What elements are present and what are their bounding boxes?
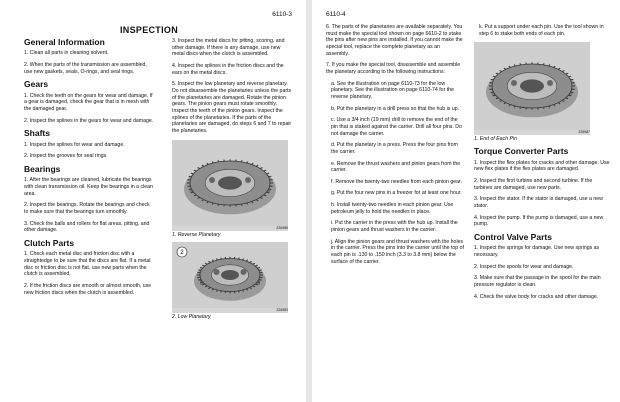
section-heading: General Information xyxy=(24,37,105,47)
figure-code: 226983 xyxy=(276,307,288,312)
step-substep: c. Use a 3/4 inch (19 mm) drill to remove the end of the pin that is staked against the carrier. Drill all four pins. Do not damage the carrier. xyxy=(331,117,462,137)
step-paragraph: 4. Inspect the splines in the friction discs and the ears on the metal discs. xyxy=(172,62,284,76)
section-heading: Gears xyxy=(24,79,49,90)
step-paragraph: 3. Check the balls and rollers for flat areas, pitting, and other damage. xyxy=(24,220,150,234)
step-paragraph: 1. Check the teeth on the gears for wear and damage. If a gear is damaged, check the gear that is in mesh with the damaged gear. xyxy=(24,92,153,112)
step-paragraph: 2. Inspect the splines in the gears for wear and damage. xyxy=(24,117,154,124)
planetary-gear-illustration xyxy=(172,140,288,226)
step-paragraph: 1. Clean all parts in cleaning solvent. xyxy=(24,50,109,57)
step-substep: i. Put the carrier in the press with the hub up. Install the pinion gears and thrust washers in the carrier. xyxy=(331,220,458,234)
left-page xyxy=(0,0,306,402)
figure xyxy=(474,42,590,142)
figure-caption: 1. Reverse Planetary xyxy=(172,231,221,238)
step-paragraph: 6. The parts of the planetaries are available separately. You must make the special tool shown on page 6610-2 to stake the pins after new pins are installed. If you cannot make the special tool, replace the complete planetary as an assembly. xyxy=(326,24,463,57)
figure-photo xyxy=(172,140,288,231)
figure-code: 226985 xyxy=(276,225,288,230)
step-substep: k. Put a support under each pin. Use the tool shown in step 6 to stake both ends of each pin. xyxy=(479,24,604,37)
right-column-2 xyxy=(474,24,610,305)
step-paragraph: 3. Make sure that the passage in the spool for the main pressure regulator is clean. xyxy=(474,275,601,288)
step-paragraph: 2. Inspect the bearings. Rotate the bearings and check to make sure that the bearings turn smoothly. xyxy=(24,202,150,215)
figure-callout-label: 2 xyxy=(180,249,184,256)
step-paragraph: 1. Inspect the flex plates for cracks and other damage. Use new flex plates if the flex plates are damaged. xyxy=(474,159,610,173)
figure-photo xyxy=(172,242,288,313)
page-number: 6110-4 xyxy=(326,11,346,18)
figure-code: 226987 xyxy=(578,130,590,135)
step-paragraph: 4. Inspect the pump. If the pump is damaged, use a new pump. xyxy=(474,214,604,228)
step-paragraph: 4. Check the valve body for cracks and other damage. xyxy=(474,293,599,300)
figure-photo xyxy=(474,42,590,135)
planetary-gear-illustration xyxy=(474,42,590,130)
step-paragraph: 2. If the friction discs are smooth or almost smooth, use new friction discs when the clutch is assembled. xyxy=(24,282,152,296)
step-paragraph: 2. Inspect the spools for wear and damage. xyxy=(474,263,574,270)
step-paragraph: 7. If you make the special tool, disassemble and assemble the planetary according to the following instructions: xyxy=(326,62,461,75)
section-heading: Bearings xyxy=(24,163,61,174)
step-substep: f. Remove the twenty-two needles from each pinion gear. xyxy=(331,178,462,185)
section-heading: Clutch Parts xyxy=(24,237,75,248)
step-paragraph: 3. Inspect the stator. If the stator is damaged, use a new stator. xyxy=(474,196,603,209)
section-heading: Torque Converter Parts xyxy=(474,146,569,157)
step-paragraph: 1. After the bearings are cleaned, lubricate the bearings with clean transmission oil. Keep the bearings in a clean area. xyxy=(24,177,153,197)
step-substep: d. Put the planetary in a press. Press the four pins from the carrier. xyxy=(331,142,458,155)
section-title: INSPECTION xyxy=(120,25,179,35)
step-substep: j. Align the pinion gears and thrust washers with the holes in the carrier. Press the pins into the carrier until the top of each pin is .130 to .150 inch (3.3 to 3.8 mm) below the surface of the carrier. xyxy=(331,238,464,265)
right-page xyxy=(312,0,620,402)
step-substep: e. Remove the thrust washers and pinion gears from the carrier. xyxy=(331,160,461,174)
figure xyxy=(172,140,288,238)
step-substep: g. Put the four new pins in a freezer for at least one hour. xyxy=(331,190,462,197)
page-number: 6110-3 xyxy=(272,11,292,18)
step-substep: a. See the illustration on page 6110-73 for the low planetary. See the illustration on page 6110-74 for the reverse planetary. xyxy=(331,80,454,100)
step-paragraph: 1. Check each metal disc and friction disc with a straightedge to be sure that the discs are flat. If a metal disc or friction disc is not flat, use new parts when the clutch is assembled. xyxy=(24,251,151,278)
step-substep: b. Put the planetary in a drill press so that the hub is up. xyxy=(331,105,460,112)
left-column-2 xyxy=(172,38,294,324)
planetary-gear-illustration xyxy=(172,242,288,308)
right-column-1 xyxy=(326,24,464,270)
figure xyxy=(172,242,288,320)
step-paragraph: 2. Inspect the grooves for seal rings. xyxy=(24,153,108,160)
step-paragraph: 2. Inspect the first turbine and second turbine. If the turbines are damaged, use new parts. xyxy=(474,177,593,191)
step-substep: h. Install twenty-two needles in each pinion gear. Use petroleum jelly to hold the needles in place. xyxy=(331,202,454,215)
figure-caption: 2. Low Planetary xyxy=(172,313,211,320)
step-paragraph: 3. Inspect the metal discs for pitting, scoring, and other damage. If there is any damage, use new metal discs when the clutch is assembled. xyxy=(172,38,285,58)
step-paragraph: 1. Inspect the springs for damage. Use new springs as necessary. xyxy=(474,245,600,258)
section-heading: Shafts xyxy=(24,128,50,139)
step-paragraph: 1. Inspect the splines for wear and damage. xyxy=(24,141,125,148)
section-heading: Control Valve Parts xyxy=(474,231,552,242)
step-paragraph: 2. When the parts of the transmission are assembled, use new gaskets, seals, O-rings, and seal rings. xyxy=(24,62,147,75)
figure-caption: 1. End of Each Pin xyxy=(474,136,517,143)
step-paragraph: 5. Inspect the low planetary and reverse planetary. Do not disassemble the planetaries unless the parts of the planetaries are damaged. Rotate the pinion gears. The pinion gears must rotate smoothly. Inspect the teeth of the pinion gears. Inspect the splines of the planetaries. If the parts of the planetaries are damaged, do steps 6 and 7 to repair the planetaries. xyxy=(172,81,292,134)
left-column-1 xyxy=(24,33,155,301)
